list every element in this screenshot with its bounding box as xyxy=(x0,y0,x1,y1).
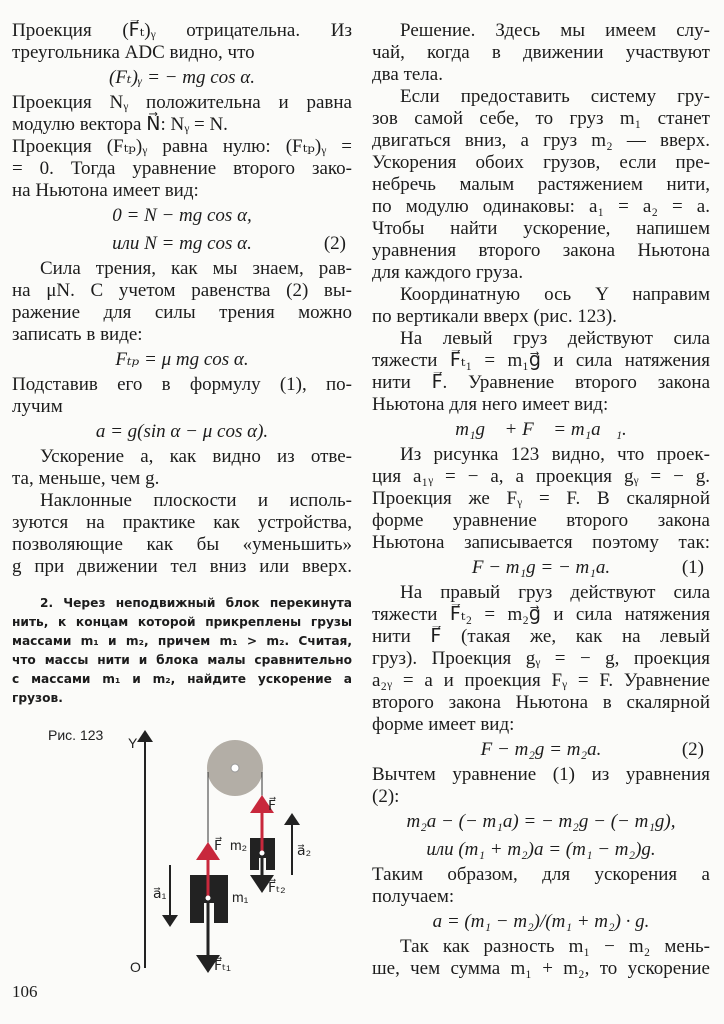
text-line xyxy=(372,786,710,808)
attach-point-m2 xyxy=(260,851,265,856)
text-line xyxy=(12,556,352,578)
pulley-axle xyxy=(231,764,239,772)
line-text: форме имеет вид: xyxy=(372,714,515,735)
left-column xyxy=(12,20,352,578)
text-line xyxy=(12,42,352,64)
line-text: или N = mg cos α. xyxy=(112,233,252,254)
line-text: лучим xyxy=(12,396,63,417)
line-text: Проекция же Fᵧ = F. В скалярной xyxy=(372,488,710,509)
line-text: F − m₁g = − m₁a. xyxy=(471,557,611,578)
line-text: Решение. Здесь мы имеем слу- xyxy=(400,20,710,41)
text-line xyxy=(372,218,710,240)
line-text: Проекция (F⃗ₜ)ᵧ отрицательна. Из xyxy=(12,20,352,41)
line-text: a = (m₁ − m₂)/(m₁ + m₂) · g. xyxy=(432,911,650,932)
figure-caption: Рис. 123 xyxy=(48,727,104,743)
equation-line xyxy=(12,64,352,92)
text-line xyxy=(372,692,710,714)
line-text: грузов. xyxy=(12,691,63,705)
text-line xyxy=(372,864,710,886)
text-line xyxy=(12,20,352,42)
text-line xyxy=(372,42,710,64)
m2-label: m₂ xyxy=(230,837,248,853)
line-text: 0 = N − mg cos α, xyxy=(112,205,252,226)
equation-line xyxy=(372,736,710,764)
a1-label: a⃗₁ xyxy=(153,885,167,901)
text-line xyxy=(12,324,352,346)
text-line xyxy=(12,158,352,180)
line-text: уравнения второго закона Ньютона xyxy=(372,240,710,261)
text-line xyxy=(12,689,352,708)
text-line xyxy=(372,936,710,958)
text-line xyxy=(372,64,710,86)
text-line xyxy=(372,372,710,394)
text-line xyxy=(372,20,710,42)
equation-line xyxy=(372,808,710,836)
text-line xyxy=(372,958,710,980)
line-text: Так как разность m₁ − m₂ мень- xyxy=(400,936,710,957)
text-line xyxy=(12,302,352,324)
text-line xyxy=(372,764,710,786)
text-line xyxy=(12,490,352,512)
line-text: F − m₂g = m₂a. xyxy=(480,739,602,760)
line-text: тяжести F⃗ₜ₁ = m₁g⃗ и сила натяжения xyxy=(372,350,710,371)
equation-line xyxy=(12,346,352,374)
text-line xyxy=(372,648,710,670)
origin-label: O xyxy=(130,959,141,975)
line-text: Ньютона для него имеет вид: xyxy=(372,394,609,415)
line-text: Вычтем уравнение (1) из уравнения xyxy=(372,764,710,785)
text-line xyxy=(12,446,352,468)
line-text: или (m₁ + m₂)a = (m₁ − m₂)g. xyxy=(426,839,656,860)
text-line xyxy=(372,284,710,306)
line-text: Подставив его в формулу (1), по- xyxy=(12,374,352,395)
line-text: m₁g⃗ + F⃗ = m₁a⃗₁. xyxy=(455,419,627,440)
line-text: = 0. Тогда уравнение второго зако- xyxy=(12,158,352,179)
line-text: по модулю одинаковы: a₁ = a₂ = a. xyxy=(372,196,710,217)
equation-line xyxy=(12,418,352,446)
equation-line xyxy=(372,908,710,936)
line-text: зуются на практике как устройства, xyxy=(12,512,352,533)
text-line xyxy=(12,396,352,418)
line-text: a = g(sin α − μ cos α). xyxy=(95,421,269,442)
text-line xyxy=(372,108,710,130)
text-line xyxy=(12,512,352,534)
line-text: получаем: xyxy=(372,886,455,907)
line-text: Таким образом, для ускорения a xyxy=(372,864,710,885)
line-text: Чтобы найти ускорение, напишем xyxy=(372,218,710,239)
text-line xyxy=(372,510,710,532)
text-line xyxy=(12,180,352,202)
line-text: что массы нити и блока малы сравнительно xyxy=(12,653,352,667)
line-text: записать в виде: xyxy=(12,324,143,345)
line-text: ражение для силы трения можно xyxy=(12,302,352,323)
line-text: на μN. С учетом равенства (2) вы- xyxy=(12,280,352,301)
gravity-label-m2: F⃗ₜ₂ xyxy=(268,879,286,895)
right-column xyxy=(372,20,710,980)
line-text: g при движении тел вниз или вверх. xyxy=(12,556,352,577)
text-line xyxy=(372,886,710,908)
line-text: Наклонные плоскости и исполь- xyxy=(40,490,352,511)
text-line xyxy=(12,670,352,689)
line-text: Из рисунка 123 видно, что проек- xyxy=(400,444,710,465)
line-text: чай, когда в движении участвуют xyxy=(372,42,710,63)
text-line xyxy=(372,262,710,284)
y-axis-label: Y xyxy=(128,735,138,751)
equation-number: (1) xyxy=(681,557,704,578)
line-text: Ускорения обоих грузов, если пре- xyxy=(372,152,710,173)
text-line xyxy=(372,350,710,372)
text-line xyxy=(372,626,710,648)
line-text: Ньютона записывается поэтому так: xyxy=(372,532,710,553)
text-line xyxy=(12,258,352,280)
equation-number: (2) xyxy=(681,739,704,760)
line-text: тяжести F⃗ₜ₂ = m₂g⃗ и сила натяжения xyxy=(372,604,710,625)
line-text: на Ньютона имеет вид: xyxy=(12,180,199,201)
equation-line xyxy=(12,202,352,230)
line-text: нити F⃗ (такая же, как на левый xyxy=(372,626,710,647)
m1-label: m₁ xyxy=(232,889,249,905)
text-line xyxy=(372,532,710,554)
line-text: Fₜₚ = μ mg cos α. xyxy=(115,349,249,370)
text-line xyxy=(372,328,710,350)
text-line xyxy=(12,613,352,632)
text-line xyxy=(372,306,710,328)
equation-line xyxy=(372,554,710,582)
text-line xyxy=(372,196,710,218)
line-text: Координатную ось Y направим xyxy=(400,284,710,305)
text-line xyxy=(372,174,710,196)
line-text: два тела. xyxy=(372,64,443,85)
text-line xyxy=(12,468,352,490)
line-text: нить, к концам которой прикреплены грузы xyxy=(12,615,352,629)
line-text: второго закона Ньютона в скалярной xyxy=(372,692,710,713)
line-text: по вертикали вверх (рис. 123). xyxy=(372,306,617,327)
line-text: для каждого груза. xyxy=(372,262,524,283)
line-text: груз). Проекция gᵧ = − g, проекция xyxy=(372,648,710,669)
text-line xyxy=(372,444,710,466)
figure-123-pulley xyxy=(0,720,360,982)
line-text: Если предоставить систему гру- xyxy=(400,86,710,107)
page-number: 106 xyxy=(12,982,38,1001)
line-text: двигаться вниз, а груз m₂ — вверх. xyxy=(372,130,710,151)
line-text: Сила трения, как мы знаем, рав- xyxy=(40,258,352,279)
equation-line xyxy=(12,230,352,258)
line-text: ше, чем сумма m₁ + m₂, то ускорение xyxy=(372,958,710,979)
line-text: небречь малым растяжением нити, xyxy=(372,174,710,195)
line-text: Проекция Nᵧ положительна и равна xyxy=(12,92,352,113)
text-line xyxy=(12,280,352,302)
line-text: нити F⃗. Уравнение второго закона xyxy=(372,372,710,393)
text-line xyxy=(372,86,710,108)
text-line xyxy=(372,130,710,152)
text-line xyxy=(372,240,710,262)
line-text: зов самой себе, то груз m₁ станет xyxy=(372,108,710,129)
line-text: массами m₁ и m₂, причем m₁ > m₂. Считая, xyxy=(12,634,352,648)
line-text: Ускорение a, как видно из отве- xyxy=(40,446,352,467)
equation-number: (2) xyxy=(323,233,346,254)
text-line xyxy=(12,114,352,136)
line-text: (Fₜ)ᵧ = − mg cos α. xyxy=(109,67,255,88)
equation-line xyxy=(372,416,710,444)
line-text: та, меньше, чем g. xyxy=(12,468,160,489)
text-line xyxy=(12,534,352,556)
line-text: На левый груз действуют сила xyxy=(400,328,710,349)
text-line xyxy=(372,394,710,416)
problem-2-statement xyxy=(12,594,352,708)
line-text: На правый груз действуют сила xyxy=(400,582,710,603)
line-text: (2): xyxy=(372,786,400,807)
equation-line xyxy=(372,836,710,864)
text-line xyxy=(12,594,352,613)
a2-label: a⃗₂ xyxy=(297,842,312,858)
text-line xyxy=(12,651,352,670)
text-line xyxy=(372,582,710,604)
line-text: модулю вектора N⃗: Nᵧ = N. xyxy=(12,114,228,135)
attach-point-m1 xyxy=(206,896,211,901)
text-line xyxy=(372,714,710,736)
text-line xyxy=(372,670,710,692)
line-text: с массами m₁ и m₂, найдите ускорение a xyxy=(12,672,352,686)
text-line xyxy=(372,466,710,488)
tension-label-right: F⃗ xyxy=(268,797,277,813)
text-line xyxy=(12,92,352,114)
gravity-label-m1: F⃗ₜ₁ xyxy=(214,957,231,973)
tension-label-left: F⃗ xyxy=(214,837,223,853)
line-text: ция a₁ᵧ = − a, а проекция gᵧ = − g. xyxy=(372,466,710,487)
line-text: форме уравнение второго закона xyxy=(372,510,710,531)
line-text: позволяющие как бы «уменьшить» xyxy=(12,534,352,555)
text-line xyxy=(372,488,710,510)
line-text: m₂a − (− m₁a) = − m₂g − (− m₁g), xyxy=(406,811,676,832)
text-line xyxy=(12,632,352,651)
line-text: треугольника ADC видно, что xyxy=(12,42,255,63)
line-text: 2. Через неподвижный блок перекинута xyxy=(40,596,352,610)
line-text: a₂ᵧ = a и проекция Fᵧ = F. Уравнение xyxy=(372,670,710,691)
text-line xyxy=(372,604,710,626)
line-text: Проекция (Fₜₚ)ᵧ равна нулю: (Fₜₚ)ᵧ = xyxy=(12,136,352,157)
text-line xyxy=(12,136,352,158)
text-line xyxy=(12,374,352,396)
text-line xyxy=(372,152,710,174)
